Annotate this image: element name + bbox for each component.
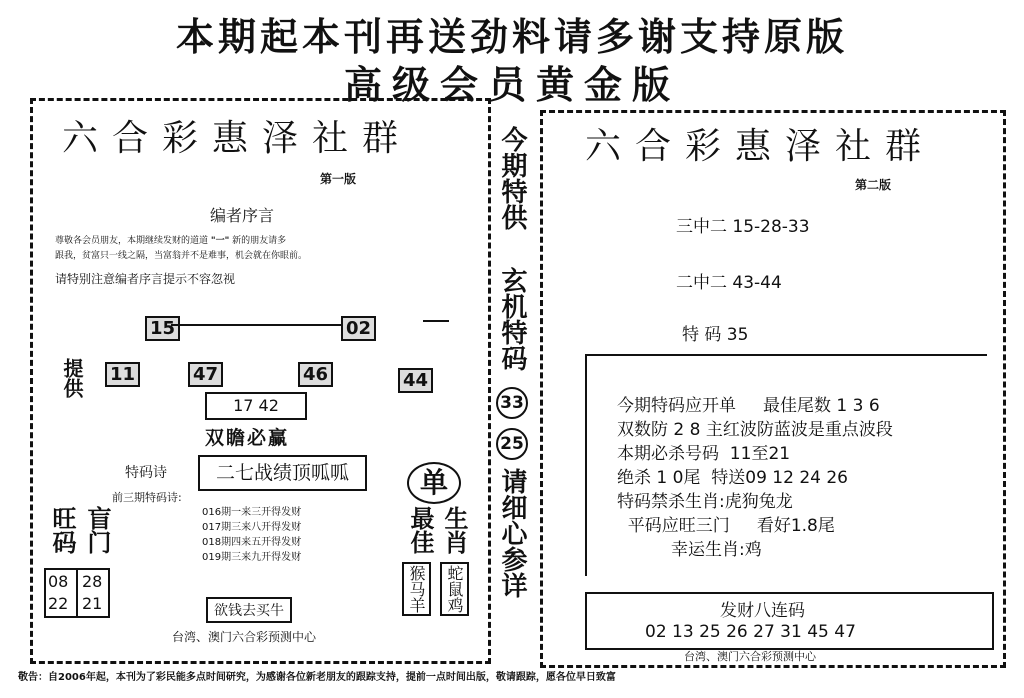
line-num-2: 02 <box>341 316 376 341</box>
history-item: 018期四来五开得发财 <box>202 537 302 548</box>
number-grid <box>44 568 110 618</box>
grid-cell: 08 <box>48 572 69 591</box>
left-edition: 第一版 <box>320 172 357 186</box>
bottom-notice: 敬告：自2006年起，本刊为了彩民能多点时间研究，为感谢各位新老朋友的跟踪支持，提前一点时间出版，敬请跟踪，愿各位早日致富 <box>18 672 616 683</box>
zuijia-label: 最佳 <box>406 506 434 554</box>
lian-numbers: 02 13 25 26 27 31 45 47 <box>645 622 856 642</box>
analysis-line: 特码禁杀生肖:虎狗兔龙 <box>617 492 793 512</box>
preface-line1: 尊敬各会员朋友，本期继续发财的道道 <box>55 236 209 246</box>
poem-label: 特码诗 <box>125 465 167 481</box>
line-rule <box>171 324 341 326</box>
header-line-1: 本期起本刊再送劲料请多谢支持原版 <box>175 14 848 59</box>
history-list <box>202 505 301 565</box>
middle-bottom: 请细心参详 <box>497 468 527 598</box>
line-rule-2 <box>423 320 449 322</box>
left-title: 六合彩惠泽社群 <box>62 118 413 159</box>
poem-box: 二七战绩顶呱呱 <box>198 455 367 491</box>
number-line <box>145 316 445 339</box>
circle-33: 33 <box>492 386 532 419</box>
middle-mid: 玄机特码 <box>497 267 527 371</box>
right-edition: 第二版 <box>855 178 892 192</box>
preface-text <box>55 234 455 264</box>
wangma-label: 旺码 <box>48 506 76 554</box>
line-num-1: 15 <box>145 316 180 341</box>
buy-box: 欲钱去买牛 <box>206 597 292 623</box>
tigong-label: 提供 <box>60 358 84 398</box>
num-11: 11 <box>105 362 140 387</box>
right-footer: 台湾、澳门六合彩预测中心 <box>684 650 816 663</box>
animals-left: 猴马羊 <box>402 562 431 616</box>
right-title: 六合彩惠泽社群 <box>585 126 936 167</box>
erzhonger: 二中二 43-44 <box>676 273 782 293</box>
lian-title: 发财八连码 <box>720 601 805 621</box>
num-44: 44 <box>398 368 433 393</box>
history-item: 019期三来九开得发财 <box>202 552 302 563</box>
preface-line2: 跟我，贫富只一线之隔，当富翁并不是难事，机会就在你眼前。 <box>55 251 308 261</box>
preface-quote: "一" <box>210 236 230 246</box>
dan-oval: 单 <box>407 462 461 504</box>
history-label: 前三期特码诗: <box>112 491 182 504</box>
left-footer: 台湾、澳门六合彩预测中心 <box>172 630 317 644</box>
middle-column <box>492 118 532 598</box>
analysis-line: 绝杀 1 0尾 特送09 12 24 26 <box>617 468 848 488</box>
preface-line1b: 新的朋友请多 <box>232 236 287 246</box>
preface-title: 编者序言 <box>210 206 275 225</box>
preface-note: 请特别注意编者序言提示不容忽视 <box>55 272 236 286</box>
tema: 特 码 35 <box>682 325 749 345</box>
history-item: 016期一来三开得发财 <box>202 507 302 518</box>
analysis-line: 双数防 2 8 主红波防蓝波是重点波段 <box>617 420 893 440</box>
analysis-lines <box>617 394 893 562</box>
mumen-label: 盲门 <box>83 506 111 554</box>
grid-cell: 22 <box>48 594 69 613</box>
header-line-2: 高级会员黄金版 <box>343 62 680 107</box>
analysis-line: 本期必杀号码 11至21 <box>617 444 791 464</box>
history-item: 017期三来八开得发财 <box>202 522 302 533</box>
analysis-line: 平码应旺三门 看好1.8尾 <box>617 516 835 536</box>
shengxiao-label: 生肖 <box>440 506 468 554</box>
slogan: 双瞻必赢 <box>205 427 290 449</box>
grid-divider <box>76 570 78 616</box>
pair-box: 17 42 <box>205 392 307 420</box>
num-46: 46 <box>298 362 333 387</box>
sanzhonger: 三中二 15-28-33 <box>676 217 810 237</box>
analysis-line: 幸运生肖:鸡 <box>617 540 762 560</box>
grid-cell: 21 <box>82 594 103 613</box>
num-47: 47 <box>188 362 223 387</box>
middle-top: 今期特供 <box>497 126 527 230</box>
circle-25: 25 <box>492 427 532 460</box>
analysis-line: 今期特码应开单 最佳尾数 1 3 6 <box>617 396 880 416</box>
grid-cell: 28 <box>82 572 103 591</box>
animals-right: 蛇鼠鸡 <box>440 562 469 616</box>
